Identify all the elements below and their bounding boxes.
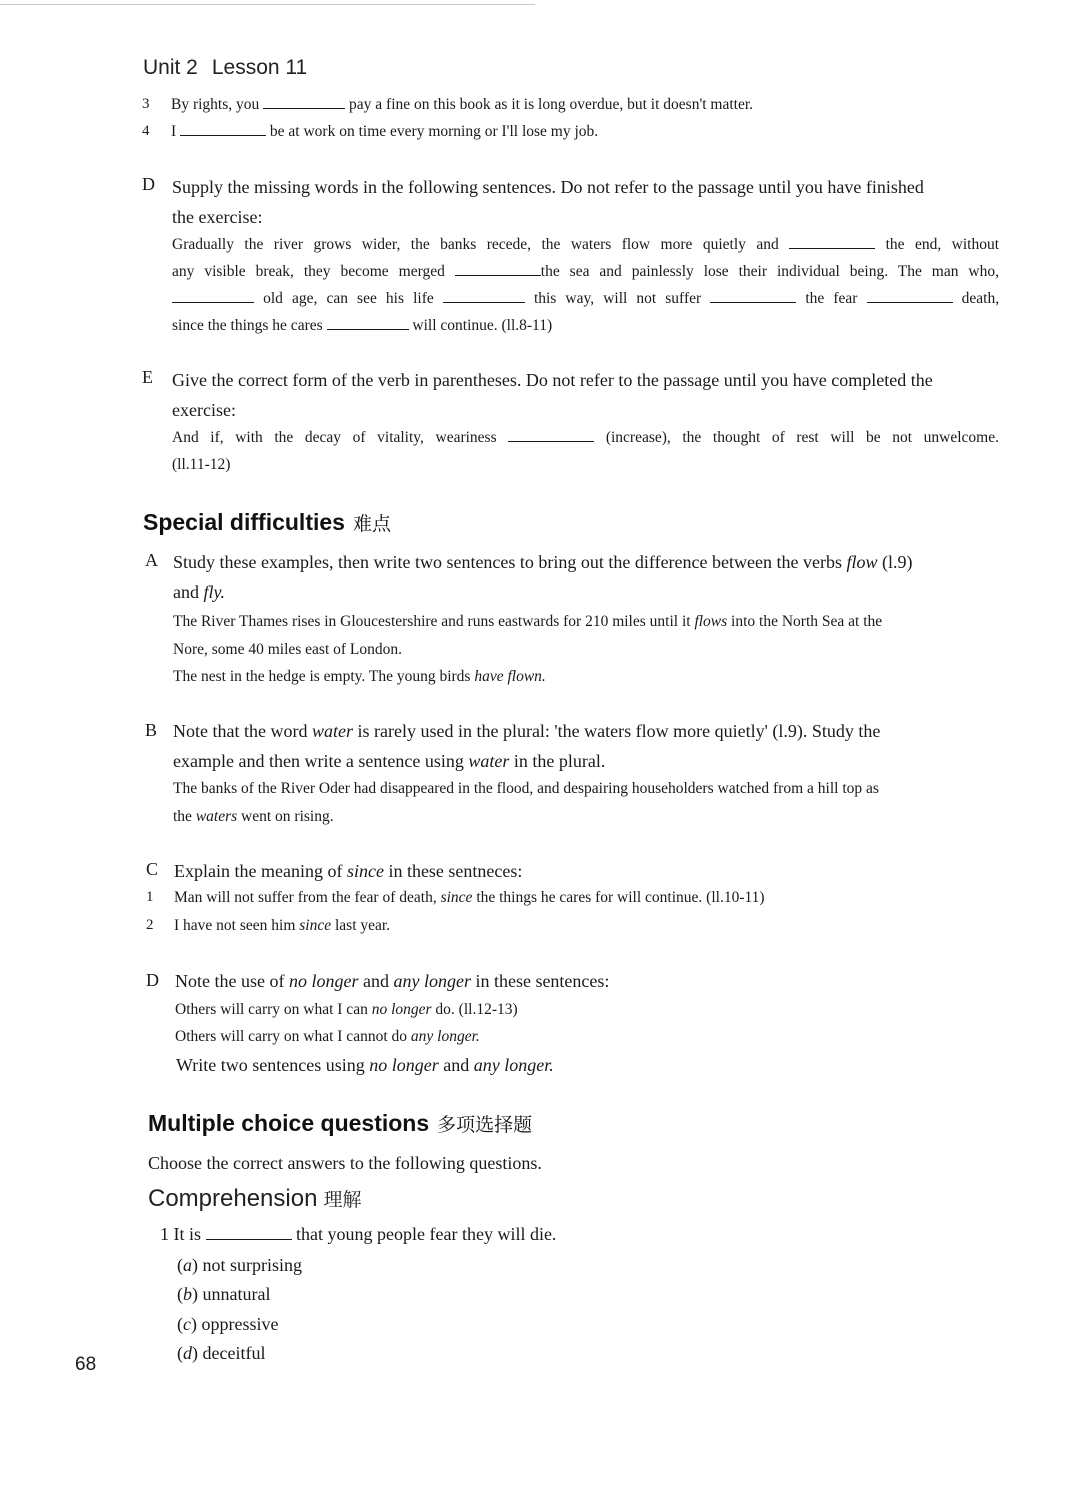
option-a[interactable]: (a) not surprising: [177, 1255, 303, 1275]
section-heading: Multiple choice questions 多项选择题: [148, 1110, 533, 1136]
answer-blank[interactable]: [867, 288, 953, 303]
instruction: the exercise:: [172, 207, 263, 227]
example-sentence: I have not seen him since last year.: [174, 917, 391, 934]
example-sentence: Man will not suffer from the fear of death, since the things he cares for will continue. (ll.10-11): [174, 889, 765, 906]
exercise-line: any visible break, they become merged the sea and painlessly lose their individual being. The man who,: [172, 263, 999, 280]
exercise-line: since the things he cares will continue. (ll.8-11): [172, 317, 553, 334]
section-label: C: [146, 859, 159, 879]
example-sentence: Others will carry on what I cannot do any longer.: [175, 1028, 480, 1045]
section-label: D: [142, 174, 155, 194]
example-sentence: The banks of the River Oder had disappeared in the flood, and despairing householders watched from a hill top as: [173, 780, 879, 797]
instruction: example and then write a sentence using water in the plural.: [173, 751, 606, 771]
unit-lesson-header: Unit 2 Lesson 11: [143, 56, 308, 79]
subsection-heading: Comprehension 理解: [148, 1185, 362, 1212]
option-b[interactable]: (b) unnatural: [177, 1284, 271, 1304]
section-label: E: [142, 367, 153, 387]
page-number: 68: [75, 1354, 97, 1375]
section-label: D: [146, 970, 159, 990]
instruction: Supply the missing words in the following sentences. Do not refer to the passage until you have finished: [172, 177, 924, 197]
option-d[interactable]: (d) deceitful: [177, 1343, 266, 1363]
instruction: and fly.: [173, 582, 225, 602]
answer-blank[interactable]: [508, 427, 594, 442]
instruction: Give the correct form of the verb in parentheses. Do not refer to the passage until you have completed the: [172, 370, 933, 390]
answer-blank[interactable]: [206, 1225, 292, 1240]
item-number: 2: [146, 917, 154, 933]
exercise-line: old age, can see his life this way, will not suffer the fear death,: [172, 285, 999, 312]
instruction: Write two sentences using no longer and any longer.: [176, 1055, 554, 1075]
answer-blank[interactable]: [455, 261, 541, 276]
example-sentence: Nore, some 40 miles east of London.: [173, 641, 403, 658]
section-label: B: [145, 720, 158, 740]
answer-blank[interactable]: [327, 315, 409, 330]
instruction: exercise:: [172, 400, 236, 420]
answer-blank[interactable]: [443, 288, 525, 303]
top-rule: [0, 4, 535, 5]
section-heading: Special difficulties 难点: [143, 509, 391, 535]
item-number: 3: [142, 96, 150, 112]
instruction: Note the use of no longer and any longer in these sentences:: [175, 971, 610, 991]
example-sentence: The nest in the hedge is empty. The young birds have flown.: [173, 668, 546, 685]
exercise-line: And if, with the decay of vitality, weariness (increase), the thought of rest will be not unwelcome.: [172, 429, 999, 446]
answer-blank[interactable]: [263, 94, 345, 109]
answer-blank[interactable]: [180, 121, 266, 136]
example-sentence: Others will carry on what I can no longer do. (ll.12-13): [175, 1001, 518, 1018]
answer-blank[interactable]: [789, 234, 875, 249]
example-sentence: the waters went on rising.: [173, 808, 334, 825]
option-c[interactable]: (c) oppressive: [177, 1314, 279, 1334]
instruction: Note that the word water is rarely used in the plural: 'the waters flow more quietly' (l.9). Study the: [173, 721, 881, 741]
answer-blank[interactable]: [172, 288, 254, 303]
exercise-line: (ll.11-12): [172, 456, 231, 473]
answer-blank[interactable]: [710, 288, 796, 303]
example-sentence: The River Thames rises in Gloucestershire and runs eastwards for 210 miles until it flows into the North Sea at the: [173, 613, 883, 630]
exercise-line: By rights, you pay a fine on this book as it is long overdue, but it doesn't matter.: [171, 96, 754, 113]
item-number: 1: [146, 889, 154, 905]
item-number: 4: [142, 123, 150, 139]
instruction: Study these examples, then write two sentences to bring out the difference between the verbs flow (l.9): [173, 552, 913, 572]
instruction: Choose the correct answers to the following questions.: [148, 1153, 542, 1173]
section-label: A: [145, 550, 158, 570]
exercise-line: I be at work on time every morning or I'll lose my job.: [171, 123, 599, 140]
question: 1 It is that young people fear they will die.: [160, 1224, 557, 1244]
instruction: Explain the meaning of since in these sentneces:: [174, 861, 523, 881]
exercise-line: Gradually the river grows wider, the banks recede, the waters flow more quietly and the end, without: [172, 236, 999, 253]
